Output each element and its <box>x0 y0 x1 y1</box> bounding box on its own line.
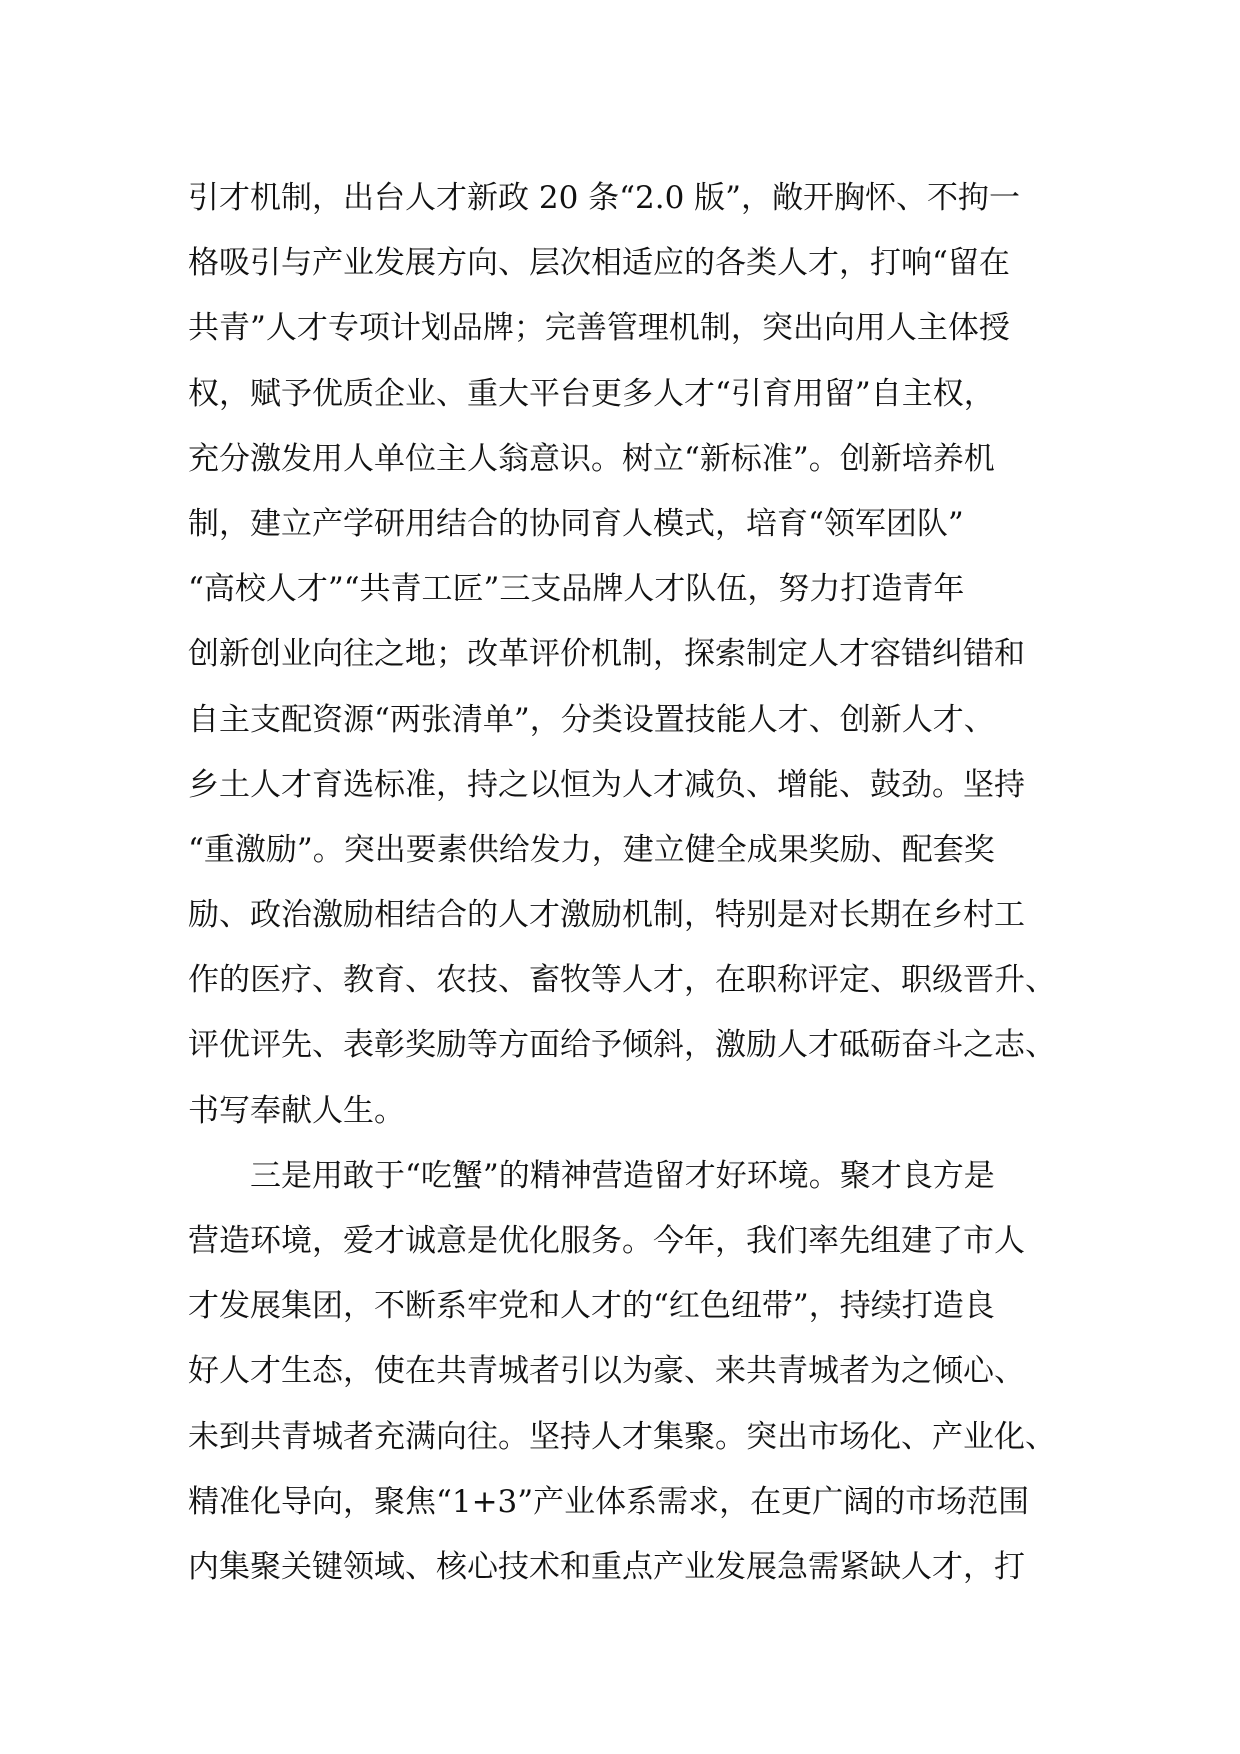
text-line: 创新创业向往之地；改革评价机制，探索制定人才容错纠错和 <box>188 636 1025 673</box>
text-line: “高校人才”“共青工匠”三支品牌人才队伍，努力打造青年 <box>188 571 965 608</box>
text-line: 制，建立产学研用结合的协同育人模式，培育“领军团队” <box>188 505 964 542</box>
text-line: 励、政治激励相结合的人才激励机制，特别是对长期在乡村工 <box>188 897 1025 934</box>
text-line: 乡土人才育选标准，持之以恒为人才减负、增能、鼓劲。坚持 <box>188 766 1025 803</box>
text-line: 营造环境，爱才诚意是优化服务。今年，我们率先组建了市人 <box>188 1223 1025 1259</box>
text-line: 内集聚关键领域、核心技术和重点产业发展急需紧缺人才，打 <box>188 1548 1025 1585</box>
text-line: 好人才生态，使在共青城者引以为豪、来共青城者为之倾心、 <box>188 1353 1025 1390</box>
text-line: 权，赋予优质企业、重大平台更多人才“引育用留”自主权， <box>188 375 995 412</box>
text-line: 书写奉献人生。 <box>188 1092 405 1129</box>
text-line: 评优评先、表彰奖励等方面给予倾斜，激励人才砥砺奋斗之志、 <box>188 1027 1056 1064</box>
text-line: 引才机制，出台人才新政 20 条“2.0 版”，敞开胸怀、不拘一 <box>188 180 1021 216</box>
text-line: “重激励”。突出要素供给发力，建立健全成果奖励、配套奖 <box>188 831 995 868</box>
text-line: 作的医疗、教育、农技、畜牧等人才，在职称评定、职级晋升、 <box>188 962 1056 999</box>
text-line: 未到共青城者充满向往。坚持人才集聚。突出市场化、产业化、 <box>188 1418 1056 1455</box>
text-line: 自主支配资源“两张清单”，分类设置技能人才、创新人才、 <box>188 701 995 738</box>
text-line: 才发展集团，不断系牢党和人才的“红色纽带”，持续打造良 <box>188 1288 995 1325</box>
text-line: 共青”人才专项计划品牌；完善管理机制，突出向用人主体授 <box>188 310 1010 347</box>
text-line: 精准化导向，聚焦“1+3”产业体系需求，在更广阔的市场范围 <box>188 1483 1030 1520</box>
body-text <box>188 166 1068 1600</box>
text-line: 三是用敢于“吃蟹”的精神营造留才好环境。聚才良方是 <box>188 1157 995 1194</box>
text-line: 格吸引与产业发展方向、层次相适应的各类人才，打响“留在 <box>188 245 1010 282</box>
text-line: 充分激发用人单位主人翁意识。树立“新标准”。创新培养机 <box>188 440 995 477</box>
